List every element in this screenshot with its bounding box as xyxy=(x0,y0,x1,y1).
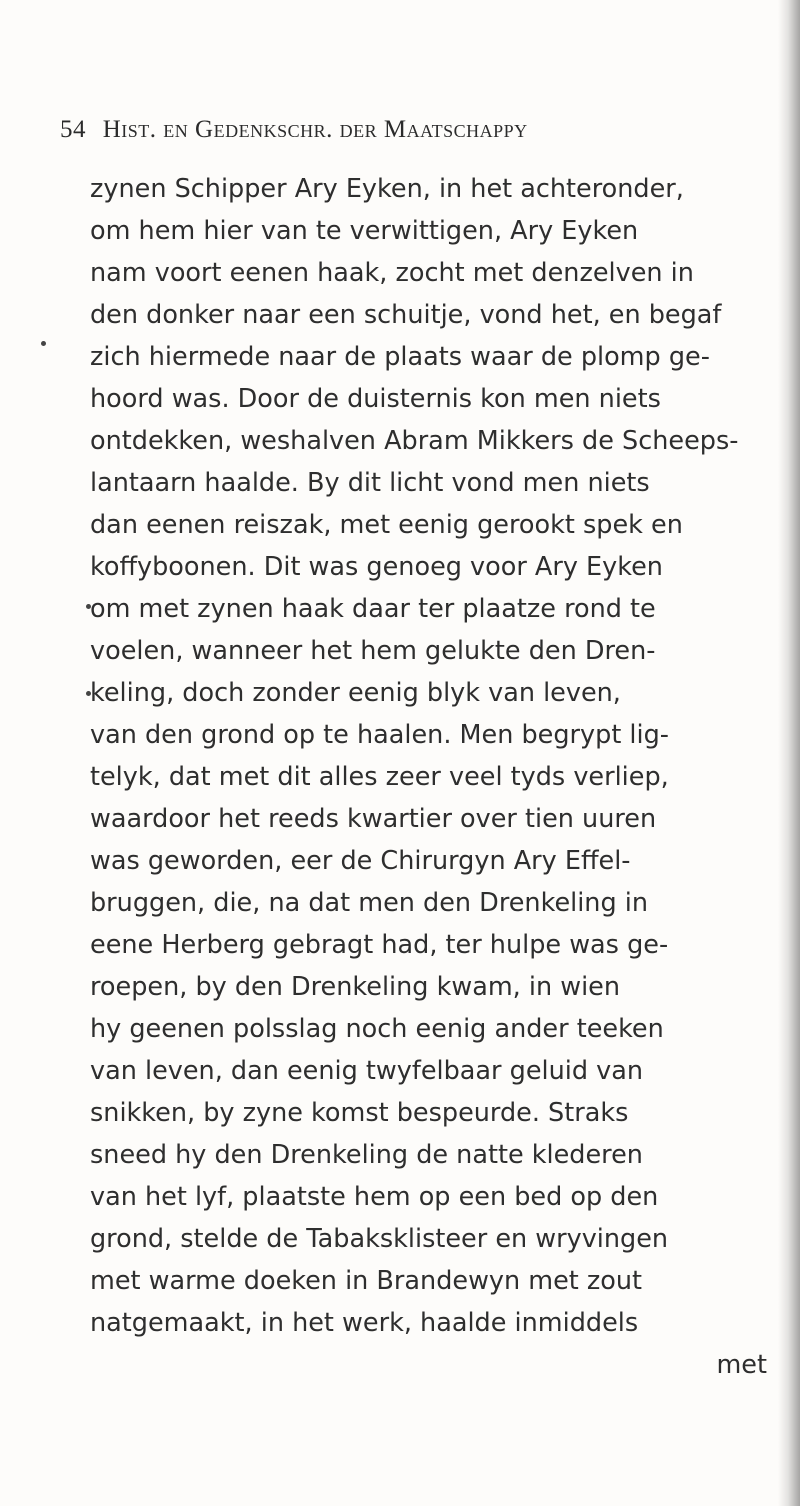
text-line: lantaarn haalde. By dit licht vond men niets xyxy=(90,468,650,498)
text-line: nam voort eenen haak, zocht met denzelven in xyxy=(90,258,694,288)
text-line: koffyboonen. Dit was genoeg voor Ary Eyken xyxy=(90,552,663,582)
page-number: 54 xyxy=(60,116,86,143)
text-line: van het lyf, plaatste hem op een bed op den xyxy=(90,1182,659,1212)
text-line: den donker naar een schuitje, vond het, en begaf xyxy=(90,300,722,330)
running-head xyxy=(60,116,785,144)
text-line: ontdekken, weshalven Abram Mikkers de Scheeps- xyxy=(90,426,739,456)
running-head-title: Hist. en Gedenkschr. der Maatschappy xyxy=(102,116,528,143)
text-line: eene Herberg gebragt had, ter hulpe was ge- xyxy=(90,930,669,960)
text-line: snikken, by zyne komst bespeurde. Straks xyxy=(90,1098,629,1128)
text-line: keling, doch zonder eenig blyk van leven, xyxy=(90,678,621,708)
text-line: natgemaakt, in het werk, haalde inmiddels xyxy=(90,1308,639,1338)
text-line: met warme doeken in Brandewyn met zout xyxy=(90,1266,643,1296)
text-line: roepen, by den Drenkeling kwam, in wien xyxy=(90,972,621,1002)
text-line: voelen, wanneer het hem gelukte den Dren- xyxy=(90,636,656,666)
text-line: van den grond op te haalen. Men begrypt lig- xyxy=(90,720,669,750)
text-line: bruggen, die, na dat men den Drenkeling in xyxy=(90,888,649,918)
text-line: zynen Schipper Ary Eyken, in het achteronder, xyxy=(90,174,684,204)
text-line: van leven, dan eenig twyfelbaar geluid van xyxy=(90,1056,644,1086)
text-line: telyk, dat met dit alles zeer veel tyds verliep, xyxy=(90,762,669,792)
text-line: om met zynen haak daar ter plaatze rond te xyxy=(90,594,656,624)
text-line: grond, stelde de Tabaksklisteer en wryvingen xyxy=(90,1224,669,1254)
body-text xyxy=(90,168,795,1386)
text-line: was geworden, eer de Chirurgyn Ary Effel- xyxy=(90,846,631,876)
text-line: waardoor het reeds kwartier over tien uuren xyxy=(90,804,657,834)
text-line: zich hiermede naar de plaats waar de plomp ge- xyxy=(90,342,710,372)
catchword: met xyxy=(716,1350,767,1380)
text-line: sneed hy den Drenkeling de natte klederen xyxy=(90,1140,643,1170)
text-line: hy geenen polsslag noch eenig ander teeken xyxy=(90,1014,664,1044)
text-line: om hem hier van te verwittigen, Ary Eyken xyxy=(90,216,639,246)
text-line: dan eenen reiszak, met eenig gerookt spek en xyxy=(90,510,683,540)
margin-mark xyxy=(41,341,46,346)
text-line: hoord was. Door de duisternis kon men niets xyxy=(90,384,661,414)
